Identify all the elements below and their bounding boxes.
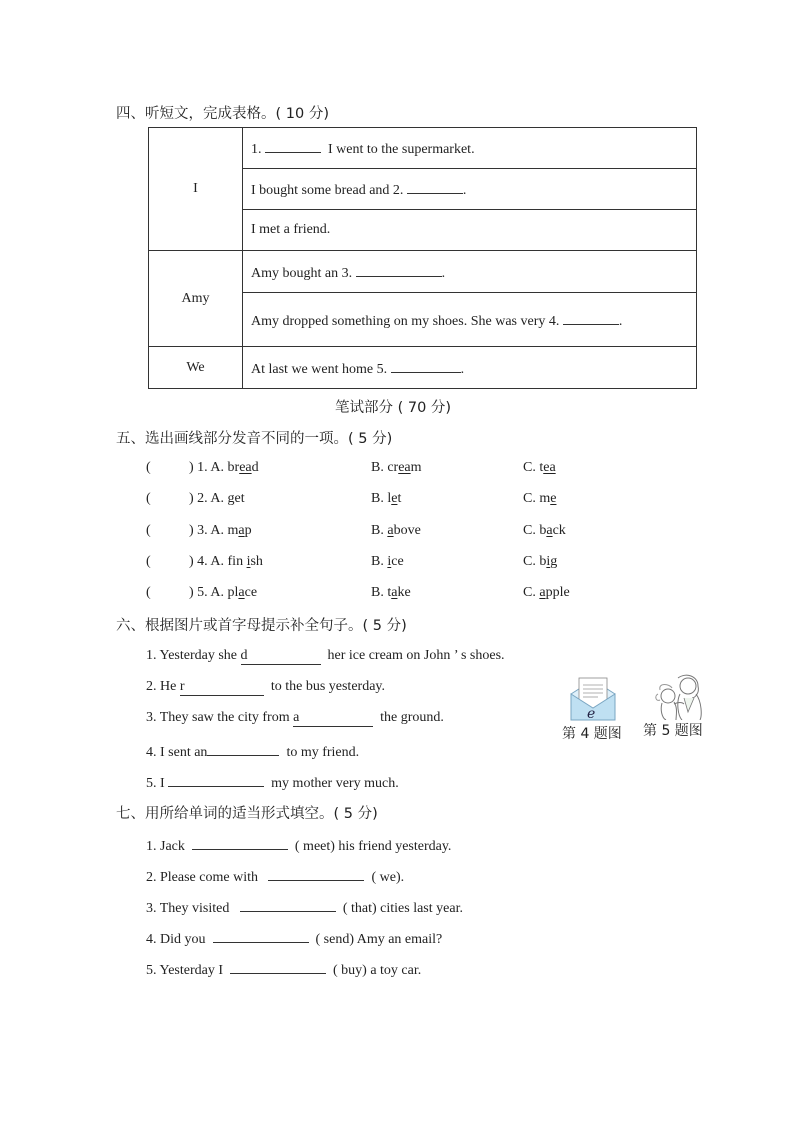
answer-blank[interactable] (241, 648, 321, 665)
table-cell (243, 210, 697, 251)
option-text: B. t (371, 585, 392, 600)
list-item (146, 710, 444, 727)
item-number: 1. (197, 460, 208, 475)
list-item: ( (146, 523, 151, 538)
list-item (146, 928, 442, 948)
cell-text: . (460, 361, 465, 377)
underlined-letters: g (227, 491, 235, 506)
answer-blank[interactable] (180, 679, 264, 696)
option-b (371, 523, 421, 539)
sentence-text: 3. They saw the city from (146, 710, 294, 725)
cell-text: I bought some bread and 2. (251, 183, 404, 198)
sentence-text: my mother very much. (271, 776, 399, 791)
section4-title: 四、听短文，完成表格。 (116, 106, 276, 122)
option-text: B. cr (371, 460, 399, 475)
option-text: d (251, 460, 259, 475)
cell-text: 1. (251, 142, 262, 157)
sentence-text: 1. Yesterday she (146, 648, 241, 663)
list-item: ) 3. A. map (189, 523, 252, 538)
option-text: C. t (523, 460, 544, 475)
cell-text: Amy dropped something on my shoes. She was very 4. (251, 313, 560, 329)
option-text: m (410, 460, 422, 475)
option-b (371, 585, 411, 601)
option-text: A. fin (210, 554, 247, 569)
underlined-letters: ea (239, 460, 252, 475)
option-text: A. pl (210, 585, 239, 600)
table-cell (243, 347, 697, 389)
mother-child-icon (648, 672, 706, 720)
section5-heading (116, 427, 392, 448)
sentence-text: her ice cream on John ’ s shoes. (327, 648, 505, 663)
option-text: B. l (371, 491, 392, 506)
table-cell (243, 128, 697, 169)
hint-letter: d (240, 648, 248, 663)
underlined-letters: e (550, 491, 557, 506)
sentence-text: ( buy) a toy car. (333, 963, 422, 978)
list-item: ) 5. A. place (189, 585, 258, 600)
list-item: ( (146, 585, 151, 600)
cell-text: At last we went home 5. (251, 361, 388, 377)
cell-text: . (441, 265, 446, 281)
option-text: et (234, 491, 245, 506)
answer-blank-2[interactable] (407, 179, 463, 194)
underlined-letters: i (246, 554, 251, 569)
underlined-letters: a (539, 585, 546, 600)
section7-title: 七、用所给单词的适当形式填空。 (116, 806, 334, 822)
answer-blank-5[interactable] (391, 358, 461, 373)
option-text: sh (250, 554, 263, 569)
sentence-text: ( that) cities last year. (342, 901, 463, 916)
table-cell (243, 251, 697, 293)
sentence-text: 4. I sent an (146, 745, 208, 760)
section7-heading (116, 802, 378, 823)
answer-blank[interactable] (168, 772, 264, 787)
item-number: 2. (197, 491, 208, 506)
option-b (371, 460, 422, 476)
option-text: A. m (210, 523, 239, 538)
list-item (146, 897, 463, 917)
underlined-letters: i (387, 554, 392, 569)
option-text: p (244, 523, 252, 538)
section6-score: ( 5 分) (362, 618, 407, 634)
section6-title: 六、根据图片或首字母提示补全句子。 (116, 618, 363, 634)
underlined-letters: ea (543, 460, 556, 475)
option-c (523, 585, 570, 601)
answer-blank-3[interactable] (356, 262, 442, 277)
answer-blank[interactable] (230, 959, 326, 974)
underlined-letters: a (546, 523, 553, 538)
section6-heading (116, 614, 407, 635)
list-item (146, 866, 404, 886)
sentence-text: 5. I (146, 776, 169, 791)
envelope-icon (568, 674, 618, 722)
sentence-text: ( we). (371, 870, 405, 885)
option-text: ce (391, 554, 404, 569)
list-item (146, 959, 421, 979)
option-text: ke (397, 585, 411, 600)
sentence-text: to the bus yesterday. (270, 679, 386, 694)
svg-text:e: e (587, 706, 596, 722)
sentence-text: ( send) Amy an email? (315, 932, 443, 947)
section4-score: ( 10 分) (275, 106, 329, 122)
option-text: bove (393, 523, 421, 538)
item-number: 4. (197, 554, 208, 569)
option-text: B. (371, 554, 388, 569)
sentence-text: 4. Did you (146, 932, 206, 947)
listening-table (148, 127, 697, 389)
option-text: g (550, 554, 558, 569)
sentence-text: 1. Jack (146, 839, 185, 854)
sentence-text: ( meet) his friend yesterday. (294, 839, 452, 854)
row-label-amy: Amy (149, 251, 243, 347)
option-text: A. br (210, 460, 240, 475)
figure5-caption: 第 5 题图 (643, 723, 703, 739)
list-item: ( (146, 554, 151, 569)
section7-score: ( 5 分) (333, 806, 378, 822)
sentence-text: to my friend. (286, 745, 360, 760)
option-text: ce (244, 585, 258, 600)
hint-letter: r (179, 679, 185, 694)
written-part-heading: 笔试部分 ( 70 分) (335, 400, 452, 416)
option-text: ck (552, 523, 566, 538)
cell-text: I went to the supermarket. (328, 142, 475, 157)
item-number: 3. (197, 523, 208, 538)
underlined-letters: a (387, 523, 394, 538)
list-item (146, 648, 505, 665)
option-text: t (397, 491, 402, 506)
answer-blank[interactable] (240, 897, 336, 912)
option-c (523, 460, 556, 476)
option-c (523, 554, 557, 570)
underlined-letters: e (391, 491, 398, 506)
underlined-letters: a (238, 523, 245, 538)
item-number: 5. (197, 585, 208, 600)
cell-text: . (462, 183, 467, 198)
sentence-text: 3. They visited (146, 901, 230, 916)
section4-heading (116, 102, 329, 123)
list-item (146, 679, 385, 696)
list-item: ( (146, 491, 151, 506)
hint-letter: a (293, 710, 300, 725)
answer-blank-1[interactable] (265, 138, 321, 153)
figure4-caption: 第 4 题图 (562, 726, 622, 742)
underlined-letters: a (391, 585, 398, 600)
list-item: ) 1. A. bread (189, 460, 259, 475)
option-text: B. (371, 523, 388, 538)
list-item: ) 2. A. get (189, 491, 245, 506)
list-item: ( (146, 460, 151, 475)
sentence-text: the ground. (380, 710, 444, 725)
answer-blank[interactable] (207, 741, 279, 756)
answer-blank[interactable] (293, 710, 373, 727)
cell-text: Amy bought an 3. (251, 265, 353, 281)
underlined-letters: i (546, 554, 551, 569)
sentence-text: 5. Yesterday I (146, 963, 223, 978)
option-text: A. (210, 491, 228, 506)
answer-blank[interactable] (192, 835, 288, 850)
option-text: C. m (523, 491, 551, 506)
underlined-letters: a (238, 585, 245, 600)
section5-title: 五、选出画线部分发音不同的一项。 (116, 431, 348, 447)
option-b (371, 491, 401, 507)
row-label-we: We (149, 347, 243, 389)
section5-score: ( 5 分) (348, 431, 393, 447)
answer-blank[interactable] (213, 928, 309, 943)
answer-blank-4[interactable] (563, 310, 619, 325)
option-b (371, 554, 404, 570)
option-c (523, 523, 566, 539)
option-text: C. b (523, 554, 547, 569)
sentence-text: 2. He (146, 679, 180, 694)
underlined-letters: ea (398, 460, 411, 475)
list-item: ) 4. A. fin ish (189, 554, 263, 569)
table-cell (243, 293, 697, 347)
cell-text: I met a friend. (251, 222, 331, 237)
sentence-text: 2. Please come with (146, 870, 258, 885)
list-item (146, 835, 451, 855)
option-text: C. b (523, 523, 547, 538)
option-text: C. (523, 585, 540, 600)
option-c (523, 491, 556, 507)
list-item (146, 772, 399, 792)
row-label-i: I (149, 128, 243, 251)
table-cell (243, 169, 697, 210)
option-text: pple (545, 585, 570, 600)
list-item (146, 741, 359, 761)
cell-text: . (618, 313, 623, 329)
answer-blank[interactable] (268, 866, 364, 881)
